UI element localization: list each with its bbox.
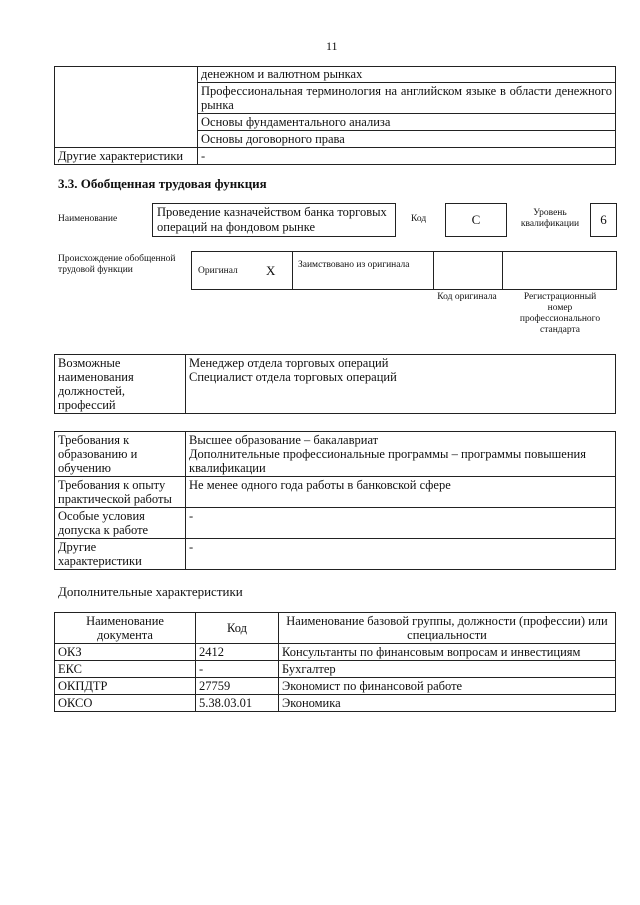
table-row <box>55 678 616 695</box>
table-row <box>55 695 616 712</box>
requirement-label: Требования к образованию и обучению <box>55 432 186 477</box>
table-row <box>55 432 616 477</box>
table-cell: ОКСО <box>55 695 196 712</box>
table-cell: Основы фундаментального анализа <box>198 114 616 131</box>
code-original-label: Код оригинала <box>437 292 497 302</box>
positions-label: Возможные наименования должностей, профессий <box>55 355 186 414</box>
level-label: Уровень квалификации <box>520 208 580 229</box>
divider <box>433 251 434 290</box>
table-row <box>55 355 616 414</box>
column-header: Наименование документа <box>55 613 196 644</box>
name-label: Наименование <box>58 214 118 224</box>
column-header: Код <box>196 613 279 644</box>
table-cell: Экономика <box>279 695 616 712</box>
borrowed-label: Заимствовано из оригинала <box>298 260 410 270</box>
table-row <box>55 477 616 508</box>
table-cell: денежном и валютном рынках <box>198 67 616 83</box>
requirement-label: Требования к опыту практической работы <box>55 477 186 508</box>
positions-table <box>54 354 616 414</box>
name-value: Проведение казначейством банка торговых операций на фондовом рынке <box>152 203 396 237</box>
position-item: Специалист отдела торговых операций <box>189 370 397 384</box>
table-label-cell: Другие характеристики <box>55 148 198 165</box>
position-item: Менеджер отдела торговых операций <box>189 356 389 370</box>
original-mark: X <box>266 263 276 278</box>
table-cell: Основы договорного права <box>198 131 616 148</box>
requirement-label: Особые условия допуска к работе <box>55 508 186 539</box>
table-cell: - <box>196 661 279 678</box>
section-title: 3.3. Обобщенная трудовая функция <box>58 176 267 191</box>
requirement-item: - <box>186 539 616 570</box>
divider <box>502 251 503 290</box>
requirement-item: - <box>186 508 616 539</box>
table-header-row <box>55 613 616 644</box>
code-label: Код <box>411 214 427 224</box>
table-cell: Консультанты по финансовым вопросам и инвестициям <box>279 644 616 661</box>
top-table <box>54 66 616 165</box>
table-cell: - <box>198 148 616 165</box>
reg-number-label: Регистрационный номер профессионального стандарта <box>519 292 601 335</box>
requirement-item: Не менее одного года работы в банковской сфере <box>186 477 616 508</box>
table-cell: Профессиональная терминология на английском языке в области денежного рынка <box>198 83 616 114</box>
table-row <box>55 539 616 570</box>
requirement-values <box>186 432 616 477</box>
table-cell: Бухгалтер <box>279 661 616 678</box>
requirements-table <box>54 431 616 570</box>
empty-label-cell <box>55 67 198 148</box>
table-cell: 27759 <box>196 678 279 695</box>
positions-values <box>186 355 616 414</box>
level-value: 6 <box>590 203 617 237</box>
table-cell: 2412 <box>196 644 279 661</box>
requirement-label: Другие характеристики <box>55 539 186 570</box>
origin-table <box>191 251 617 290</box>
additional-table <box>54 612 616 712</box>
original-label: Оригинал <box>198 266 238 276</box>
requirement-item: Дополнительные профессиональные программы – программы повышения квалификации <box>189 447 586 475</box>
additional-title: Дополнительные характеристики <box>58 584 243 599</box>
table-cell: Экономист по финансовой работе <box>279 678 616 695</box>
column-header: Наименование базовой группы, должности (профессии) или специальности <box>279 613 616 644</box>
table-row <box>55 661 616 678</box>
table-row <box>55 67 616 83</box>
table-cell: ОКЗ <box>55 644 196 661</box>
page-number: 11 <box>326 39 338 53</box>
table-cell: 5.38.03.01 <box>196 695 279 712</box>
table-row <box>55 148 616 165</box>
table-row <box>55 508 616 539</box>
table-cell: ОКПДТР <box>55 678 196 695</box>
code-value: С <box>445 203 507 237</box>
divider <box>292 251 293 290</box>
table-row <box>55 644 616 661</box>
table-cell: ЕКС <box>55 661 196 678</box>
origin-label: Происхождение обобщенной трудовой функции <box>58 254 176 275</box>
requirement-item: Высшее образование – бакалавриат <box>189 433 379 447</box>
